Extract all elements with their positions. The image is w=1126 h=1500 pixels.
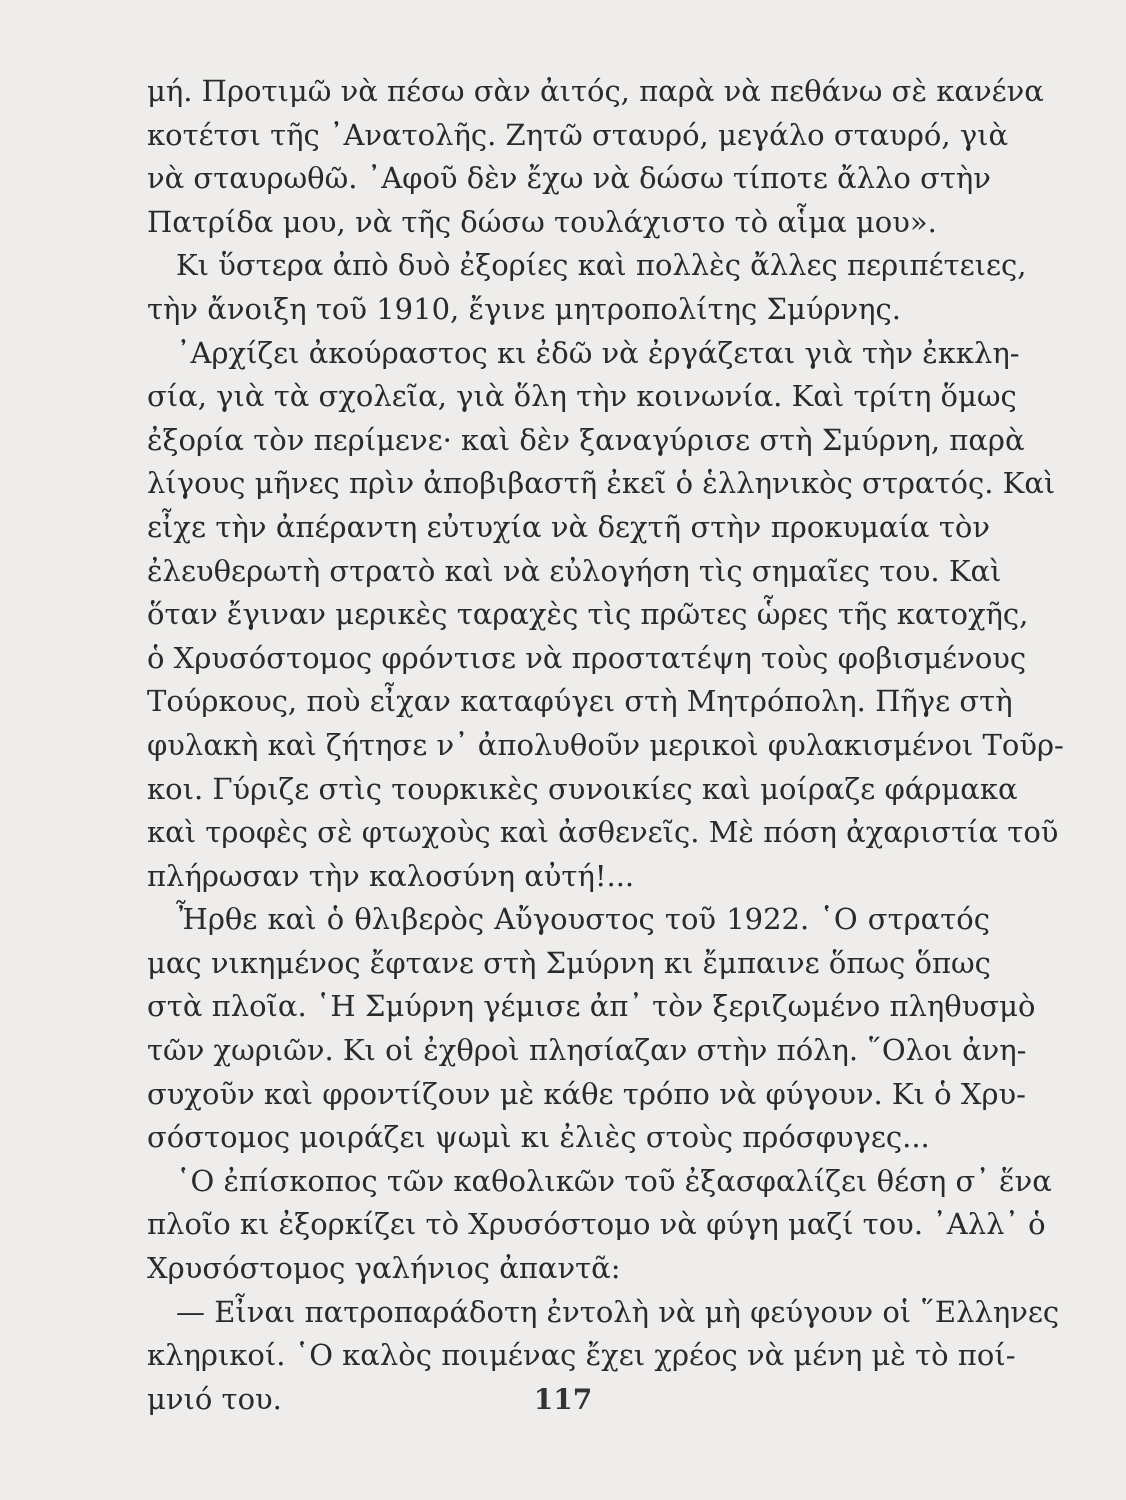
text-line: νὰ σταυρωθῶ. ᾿Αφοῦ δὲν ἔχω νὰ δώσω τίποτε ἄλλο στὴν: [147, 161, 991, 196]
text-line: ᾿Αρχίζει ἀκούραστος κι ἐδῶ νὰ ἐργάζεται γιὰ τὴν ἐκκλη-: [176, 335, 1020, 370]
text-line: — Εἶναι πατροπαράδοτη ἐντολὴ νὰ μὴ φεύγουν οἱ ῞Ελληνες: [176, 1294, 1060, 1329]
text-line: πλοῖο κι ἐξορκίζει τὸ Χρυσόστομο νὰ φύγη μαζί του. ᾿Αλλ᾿ ὁ: [147, 1207, 1046, 1242]
text-line: συχοῦν καὶ φροντίζουν μὲ κάθε τρόπο νὰ φύγουν. Κι ὁ Χρυ-: [147, 1076, 1026, 1111]
text-line: πλήρωσαν τὴν καλοσύνη αὐτή!...: [147, 858, 635, 893]
text-line: Χρυσόστομος γαλήνιος ἀπαντᾶ:: [147, 1251, 621, 1286]
text-line: Τούρκους, ποὺ εἶχαν καταφύγει στὴ Μητρόπολη. Πῆγε στὴ: [147, 684, 1013, 719]
text-line: ἐξορία τὸν περίμενε· καὶ δὲν ξαναγύρισε στὴ Σμύρνη, παρὰ: [147, 422, 1025, 457]
text-line: κοτέτσι τῆς ᾿Ανατολῆς. Ζητῶ σταυρό, μεγάλο σταυρό, γιὰ: [147, 117, 1009, 152]
text-line: ὁ Χρυσόστομος φρόντισε νὰ προστατέψη τοὺς φοβισμένους: [147, 640, 1027, 675]
text-line: Πατρίδα μου, νὰ τῆς δώσω τουλάχιστο τὸ αἷμα μου».: [147, 204, 937, 239]
body-text: [147, 70, 1064, 1421]
text-line: μή. Προτιμῶ νὰ πέσω σὰν ἀιτός, παρὰ νὰ πεθάνω σὲ κανένα: [147, 74, 1044, 108]
text-line: κοι. Γύριζε στὶς τουρκικὲς συνοικίες καὶ μοίραζε φάρμακα: [147, 771, 1018, 806]
text-line: καὶ τροφὲς σὲ φτωχοὺς καὶ ἀσθενεῖς. Μὲ πόση ἀχαριστία τοῦ: [147, 815, 1059, 850]
text-line: ὅταν ἔγιναν μερικὲς ταραχὲς τὶς πρῶτες ὧρες τῆς κατοχῆς,: [147, 597, 1029, 632]
text-line: εἶχε τὴν ἀπέραντη εὐτυχία νὰ δεχτῆ στὴν προκυμαία τὸν: [147, 509, 990, 544]
text-line: Κι ὕστερα ἀπὸ δυὸ ἐξορίες καὶ πολλὲς ἄλλες περιπέτειες,: [176, 248, 1027, 283]
text-line: μας νικημένος ἔφτανε στὴ Σμύρνη κι ἔμπαινε ὅπως ὅπως: [147, 945, 991, 980]
text-line: σόστομος μοιράζει ψωμὶ κι ἐλιὲς στοὺς πρόσφυγες...: [147, 1120, 930, 1155]
text-line: φυλακὴ καὶ ζήτησε ν᾿ ἀπολυθοῦν μερικοὶ φυλακισμένοι Τοῦρ-: [147, 727, 1064, 762]
text-line: στὰ πλοῖα. ῾Η Σμύρνη γέμισε ἀπ᾿ τὸν ξεριζωμένο πληθυσμὸ: [147, 989, 1036, 1024]
text-line: σία, γιὰ τὰ σχολεῖα, γιὰ ὅλη τὴν κοινωνία. Καὶ τρίτη ὅμως: [147, 379, 1017, 414]
text-line: Ἦρθε καὶ ὁ θλιβερὸς Αὔγουστος τοῦ 1922. ῾Ο στρατός: [176, 902, 990, 937]
text-line: τῶν χωριῶν. Κι οἱ ἐχθροὶ πλησίαζαν στὴν πόλη. ῞Ολοι ἀνη-: [147, 1033, 1027, 1068]
text-line: τὴν ἄνοιξη τοῦ 1910, ἔγινε μητροπολίτης Σμύρνης.: [147, 291, 902, 326]
text-line: κληρικοί. ῾Ο καλὸς ποιμένας ἔχει χρέος νὰ μένη μὲ τὸ ποί-: [147, 1338, 1016, 1373]
text-line: μνιό του.: [147, 1381, 282, 1416]
text-line: ἐλευθερωτὴ στρατὸ καὶ νὰ εὐλογήση τὶς σημαῖες του. Καὶ: [147, 553, 1002, 588]
page-number: 117: [533, 1383, 593, 1416]
text-line: ῾Ο ἐπίσκοπος τῶν καθολικῶν τοῦ ἐξασφαλίζει θέση σ᾿ ἕνα: [176, 1163, 1052, 1198]
text-line: λίγους μῆνες πρὶν ἀποβιβαστῆ ἐκεῖ ὁ ἑλληνικὸς στρατός. Καὶ: [147, 466, 1056, 501]
